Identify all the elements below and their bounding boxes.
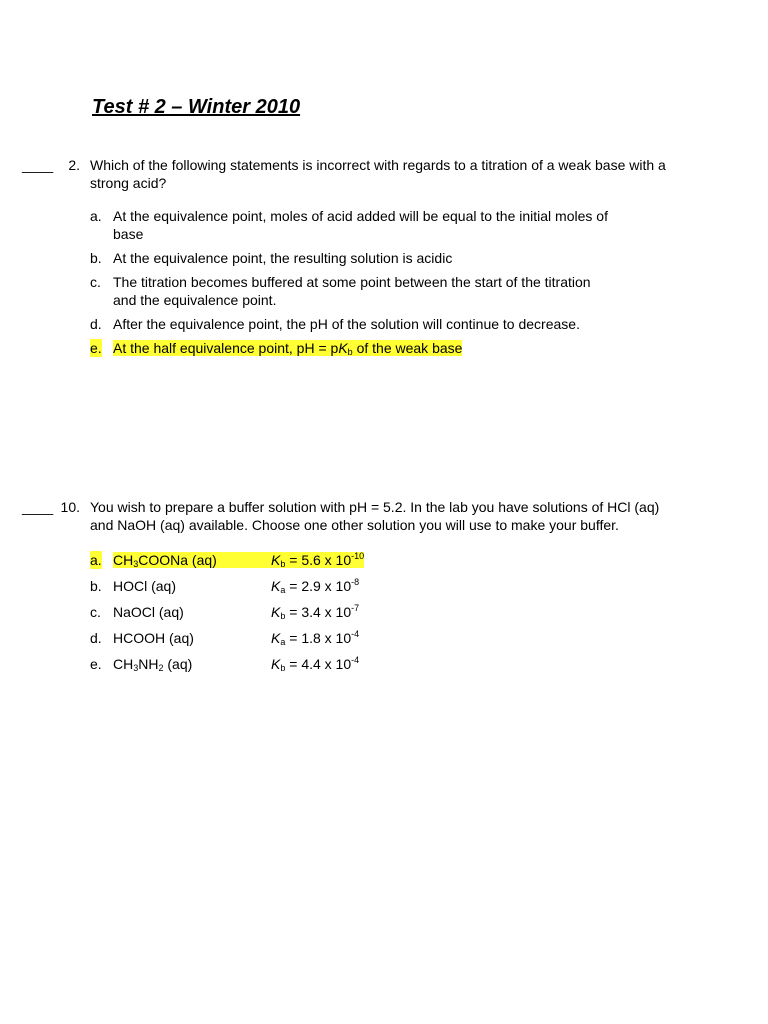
choice-text — [113, 603, 593, 621]
choice-letter: c. — [90, 604, 101, 620]
formula-part: COONa — [138, 552, 189, 568]
k-number: = 2.9 x 10 — [285, 578, 352, 594]
k-subscript: b — [280, 559, 286, 569]
choice-text — [113, 629, 593, 647]
choice-letter: b. — [90, 250, 102, 266]
k-number: = 5.6 x 10 — [285, 552, 352, 568]
formula — [113, 655, 271, 673]
formula-part: (aq) — [163, 656, 193, 672]
k-value — [271, 551, 364, 569]
choice-text — [113, 339, 673, 357]
choice-item-highlighted — [22, 551, 682, 569]
formula-part: CH — [113, 656, 134, 672]
k-value — [271, 603, 359, 621]
choice-letter: d. — [90, 316, 102, 332]
k-exponent: -7 — [351, 603, 360, 613]
k-value — [271, 629, 359, 647]
k-symbol: K — [271, 578, 281, 594]
k-value — [271, 655, 359, 673]
formula-part: CH — [113, 552, 134, 568]
question-2 — [22, 156, 682, 363]
choice-item-highlighted — [22, 339, 682, 357]
choice-letter: e. — [90, 656, 102, 672]
k-exponent: -4 — [351, 655, 360, 665]
choice-item — [22, 207, 682, 243]
k-exponent: -4 — [351, 629, 360, 639]
k-number: = 3.4 x 10 — [285, 604, 352, 620]
choice-item — [22, 629, 682, 647]
choice-text: The titration becomes buffered at some point between the start of the titration and the equivalence point. — [113, 274, 591, 308]
choice-item — [22, 249, 682, 267]
formula: HOCl (aq) — [113, 578, 177, 594]
k-subscript: b — [347, 347, 353, 357]
k-symbol: K — [271, 604, 281, 620]
k-subscript: a — [280, 637, 286, 647]
question-text: You wish to prepare a buffer solution with pH = 5.2. In the lab you have solutions of HCl (aq) and NaOH (aq) available. Choose one other solution you will use to make your buffer. — [90, 499, 660, 533]
formula-part: NH — [138, 656, 159, 672]
question-10 — [22, 498, 682, 681]
formula: NaOCl (aq) — [113, 604, 184, 620]
choice-list — [22, 207, 682, 357]
k-number: = 1.8 x 10 — [285, 630, 352, 646]
choice-text-part: At the half equivalence point, pH = p — [113, 340, 339, 356]
formula — [113, 551, 271, 569]
choice-letter: d. — [90, 630, 102, 646]
k-exponent: -8 — [351, 577, 360, 587]
answer-blank[interactable]: ____ — [22, 157, 54, 173]
choice-text — [113, 551, 593, 569]
formula-subscript: 3 — [133, 663, 139, 673]
highlighted-answer — [113, 552, 364, 568]
question-number: 10. — [60, 499, 80, 515]
formula-part: (aq) — [188, 552, 217, 568]
choice-item — [22, 603, 682, 621]
k-value — [271, 577, 359, 595]
choice-letter: e. — [90, 340, 102, 356]
choice-text: At the equivalence point, moles of acid added will be equal to the initial moles of base — [113, 208, 608, 242]
k-subscript: a — [280, 585, 286, 595]
formula-subscript: 2 — [158, 663, 164, 673]
answer-blank[interactable]: ____ — [22, 499, 54, 515]
k-symbol: K — [271, 552, 281, 568]
k-subscript: b — [280, 663, 286, 673]
formula: HCOOH (aq) — [113, 630, 194, 646]
choice-letter: c. — [90, 274, 101, 290]
choice-item — [22, 315, 682, 333]
highlighted-answer — [113, 340, 462, 356]
k-symbol: K — [338, 340, 348, 356]
choice-letter: a. — [90, 552, 102, 568]
choice-text — [113, 577, 593, 595]
choice-text: After the equivalence point, the pH of the solution will continue to decrease. — [113, 316, 580, 332]
k-exponent: -10 — [351, 551, 365, 561]
choice-item — [22, 577, 682, 595]
choice-item — [22, 273, 682, 309]
choice-text — [113, 655, 593, 673]
choice-letter: a. — [90, 208, 102, 224]
k-symbol: K — [271, 656, 281, 672]
question-text: Which of the following statements is incorrect with regards to a titration of a weak base with a strong acid? — [90, 157, 666, 191]
k-symbol: K — [271, 630, 281, 646]
formula-subscript: 3 — [133, 559, 139, 569]
k-number: = 4.4 x 10 — [285, 656, 352, 672]
choice-text: At the equivalence point, the resulting solution is acidic — [113, 250, 453, 266]
choice-list — [22, 551, 682, 673]
choice-item — [22, 655, 682, 673]
page-title: Test # 2 – Winter 2010 — [92, 96, 301, 118]
choice-text-part: of the weak base — [352, 340, 463, 356]
choice-letter: b. — [90, 578, 102, 594]
question-number: 2. — [68, 157, 80, 173]
k-subscript: b — [280, 611, 286, 621]
